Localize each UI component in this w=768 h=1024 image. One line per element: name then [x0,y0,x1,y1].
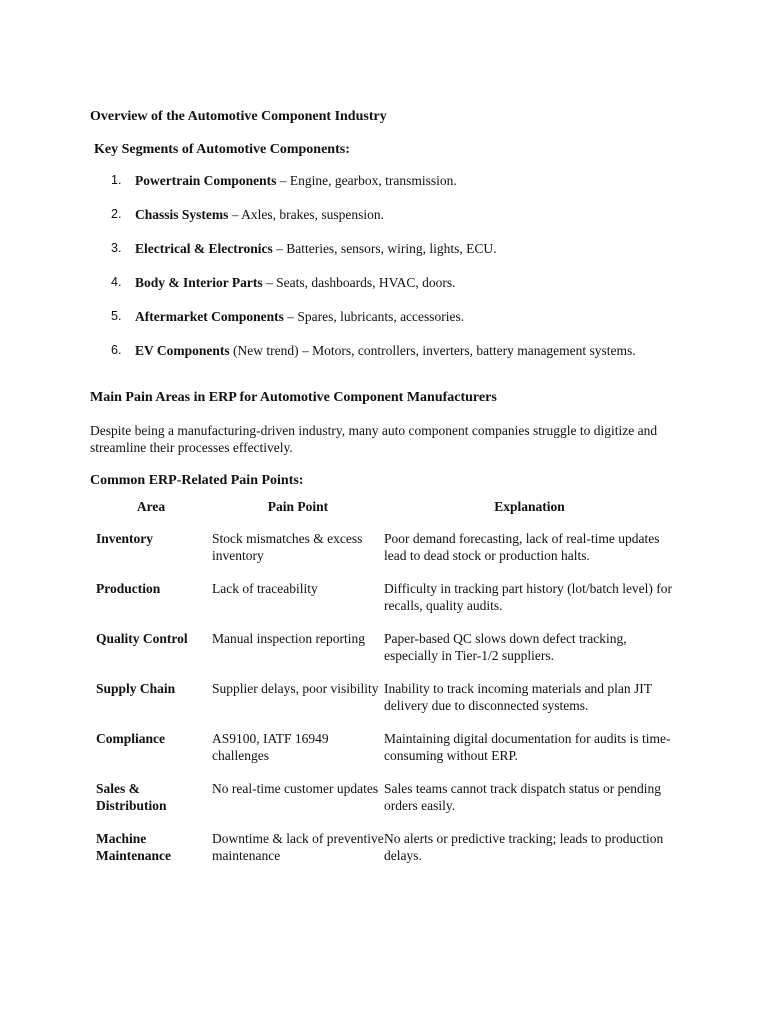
intro-paragraph: Despite being a manufacturing-driven industry, many auto component companies struggle to digitize and streamline their processes effectively. [90,423,658,455]
segment-name: Electrical & Electronics [135,241,273,256]
segment-name: EV Components [135,343,230,358]
segment-description: – Seats, dashboards, HVAC, doors. [262,275,456,290]
explanation-cell: Inability to track incoming materials and plan JIT delivery due to disconnected systems. [384,681,652,713]
pain-point-cell: Stock mismatches & excess inventory [212,531,363,563]
segments-heading: Key Segments of Automotive Components: [94,142,350,157]
segments-list [90,172,690,359]
segment-item [90,172,690,189]
segment-name: Body & Interior Parts [135,275,263,290]
segment-name: Chassis Systems [135,207,229,222]
segment-item [90,240,690,257]
pain-point-cell: No real-time customer updates [212,781,379,796]
document-page [90,108,690,880]
list-number: 4. [111,275,122,289]
segment-item [90,308,690,325]
segment-description: – Spares, lubricants, accessories. [283,309,465,324]
pain-point-cell: Downtime & lack of preventive maintenance [212,831,384,863]
explanation-cell: Maintaining digital documentation for audits is time-consuming without ERP. [384,731,671,763]
table-row [90,680,675,730]
list-number: 6. [111,343,122,357]
pain-point-cell: Lack of traceability [212,581,318,596]
segment-description: – Batteries, sensors, wiring, lights, ECU. [272,241,497,256]
area-cell: Quality Control [96,631,188,646]
table-row [90,830,675,880]
document-title: Overview of the Automotive Component Industry [90,109,387,124]
column-header-area: Area [136,499,166,514]
area-cell: Compliance [96,731,165,746]
area-cell: Machine Maintenance [96,831,171,863]
segment-description: – Axles, brakes, suspension. [228,207,385,222]
area-cell: Production [96,581,161,596]
pain-points-table [90,498,675,880]
pain-point-cell: AS9100, IATF 16949 challenges [212,731,329,763]
list-number: 2. [111,207,122,221]
segment-item [90,206,690,223]
segment-name: Powertrain Components [135,173,277,188]
explanation-cell: Paper-based QC slows down defect tracking, especially in Tier-1/2 suppliers. [384,631,627,663]
segment-item [90,274,690,291]
table-row [90,780,675,830]
explanation-cell: No alerts or predictive tracking; leads to production delays. [384,831,664,863]
table-row [90,530,675,580]
pain-point-cell: Supplier delays, poor visibility [212,681,379,696]
pain-point-cell: Manual inspection reporting [212,631,365,646]
table-row [90,580,675,630]
explanation-cell: Poor demand forecasting, lack of real-time updates lead to dead stock or production halts. [384,531,660,563]
area-cell: Sales & Distribution [96,781,167,813]
table-row [90,730,675,780]
pain-points-heading: Common ERP-Related Pain Points: [90,473,304,488]
area-cell: Supply Chain [96,681,176,696]
area-cell: Inventory [96,531,153,546]
column-header-explanation: Explanation [494,499,565,514]
explanation-cell: Sales teams cannot track dispatch status or pending orders easily. [384,781,662,813]
explanation-cell: Difficulty in tracking part history (lot/batch level) for recalls, quality audits. [384,581,673,613]
pain-areas-heading: Main Pain Areas in ERP for Automotive Component Manufacturers [90,390,497,405]
segment-description: (New trend) – Motors, controllers, inverters, battery management systems. [229,343,636,358]
table-row [90,630,675,680]
list-number: 1. [111,173,122,187]
list-number: 3. [111,241,122,255]
segment-name: Aftermarket Components [135,309,284,324]
column-header-pain-point: Pain Point [267,499,329,514]
segment-item [90,342,690,359]
list-number: 5. [111,309,122,323]
table-header-row [90,498,675,530]
segment-description: – Engine, gearbox, transmission. [276,173,457,188]
